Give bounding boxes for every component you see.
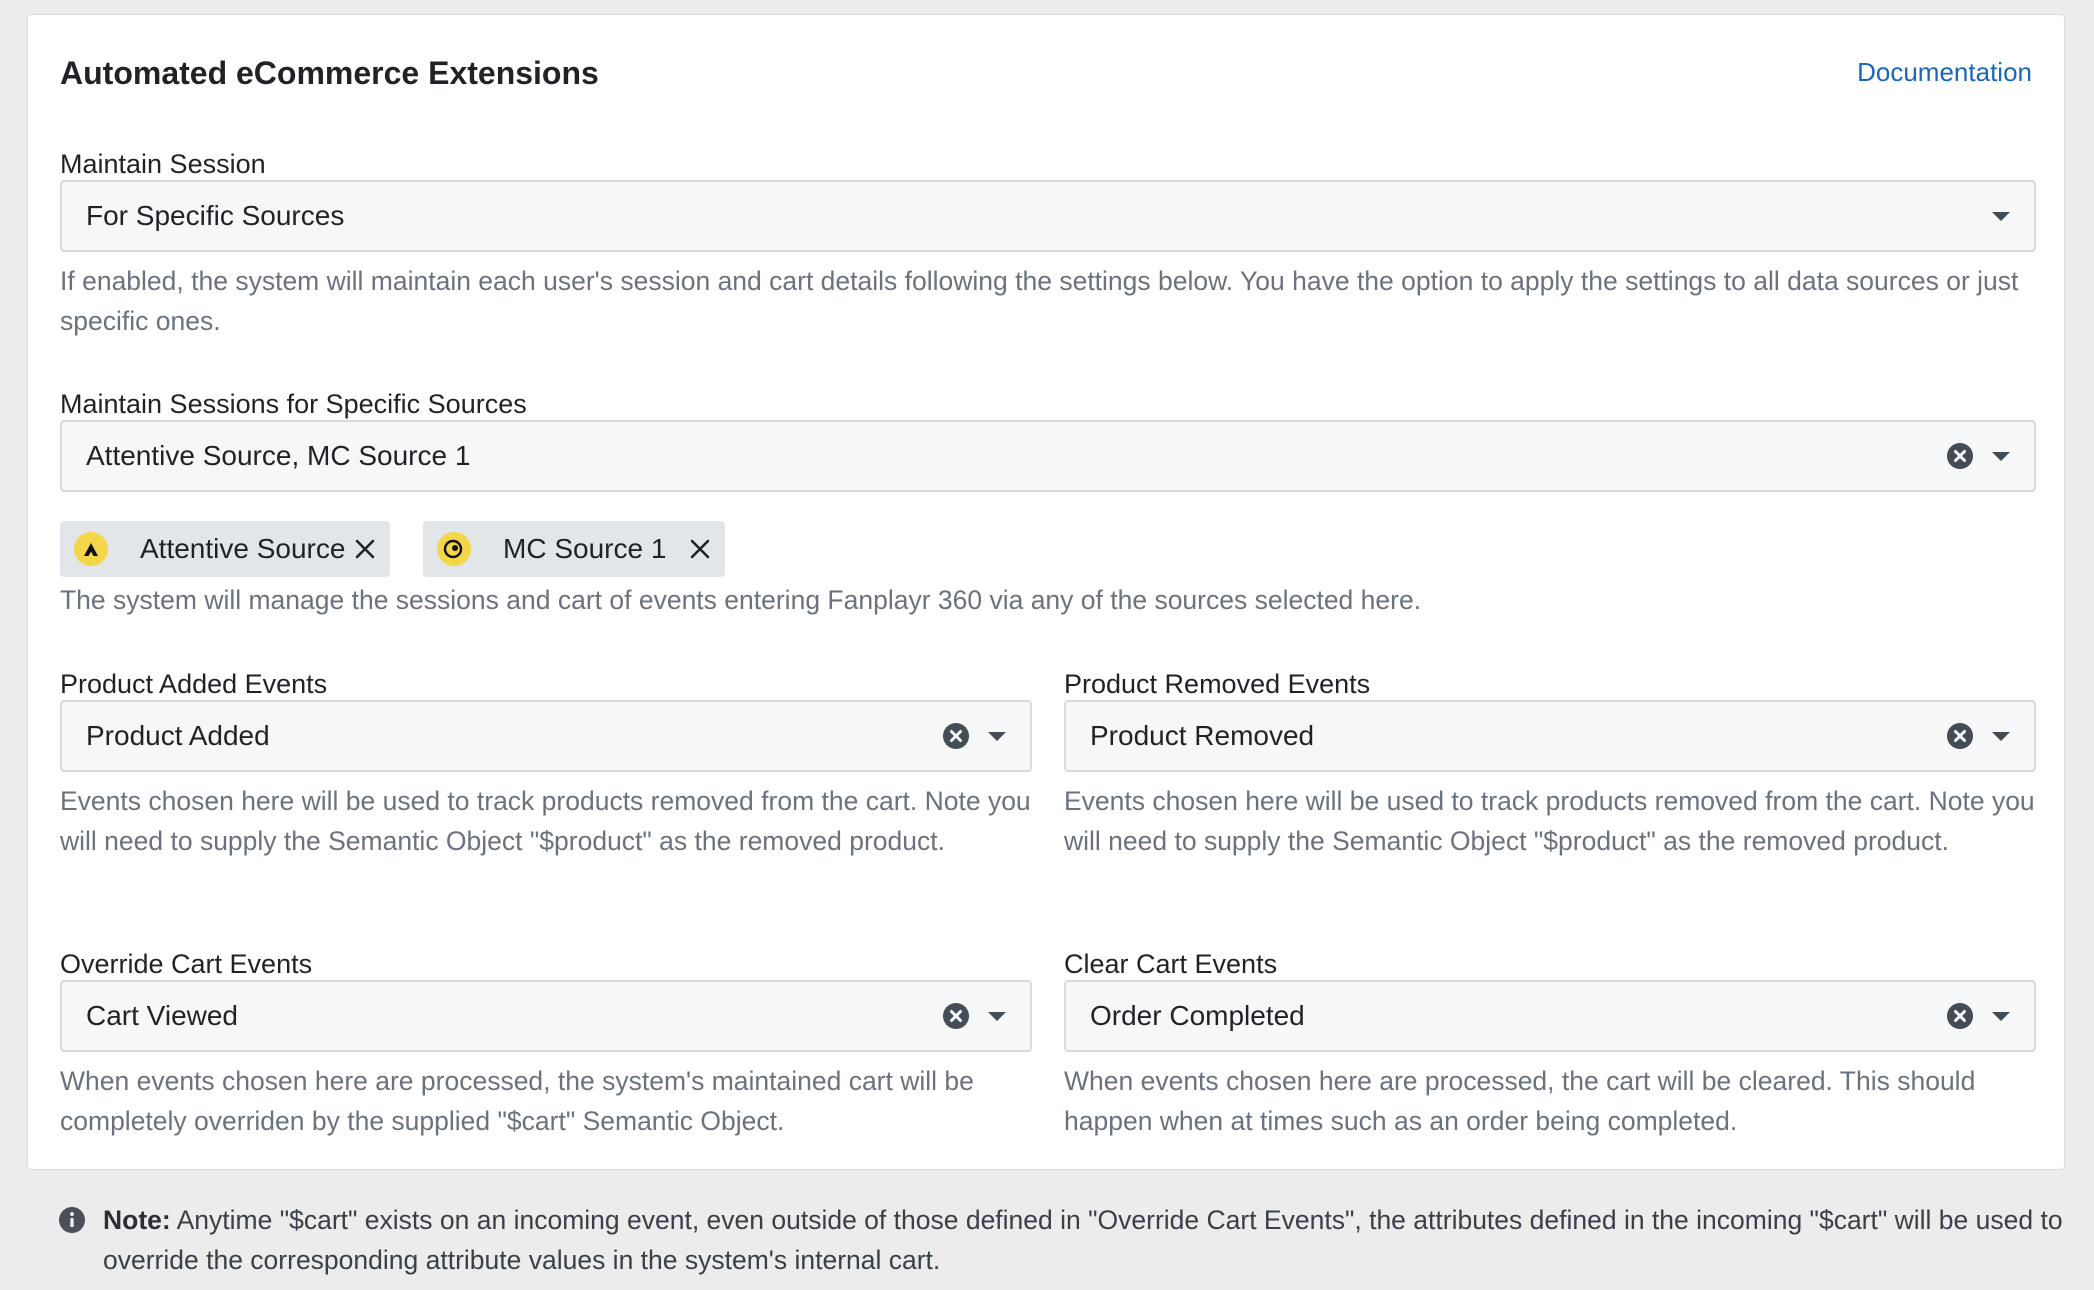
product-removed-help: Events chosen here will be used to track products removed from the cart. Note you will need to supply the Semantic Object "$product" as the removed product. bbox=[1064, 786, 2035, 856]
specific-sources-help: The system will manage the sessions and cart of events entering Fanplayr 360 via any of the sources selected here. bbox=[60, 585, 1422, 615]
product-added-label: Product Added Events bbox=[60, 669, 328, 699]
chip-label: MC Source 1 bbox=[503, 533, 667, 564]
override-cart-help: When events chosen here are processed, the system's maintained cart will be completely overriden by the supplied "$cart" Semantic Object. bbox=[60, 1066, 974, 1136]
documentation-link[interactable]: Documentation bbox=[1857, 57, 2032, 87]
note-text bbox=[103, 1200, 2088, 1280]
info-icon bbox=[58, 1206, 86, 1234]
chevron-down-icon bbox=[1992, 732, 2010, 741]
specific-sources-value: Attentive Source, MC Source 1 bbox=[86, 440, 471, 471]
product-removed-label: Product Removed Events bbox=[1064, 669, 1371, 699]
clear-selection-icon[interactable] bbox=[1946, 442, 1974, 470]
clear-selection-icon[interactable] bbox=[1946, 1002, 1974, 1030]
card-title: Automated eCommerce Extensions bbox=[60, 55, 599, 91]
maintain-session-select[interactable] bbox=[60, 180, 2036, 252]
maintain-session-help: If enabled, the system will maintain each user's session and cart details following the settings below. You have the option to apply the settings to all data sources or just specific ones. bbox=[60, 266, 2019, 336]
clear-selection-icon[interactable] bbox=[1946, 722, 1974, 750]
product-added-help: Events chosen here will be used to track products removed from the cart. Note you will need to supply the Semantic Object "$product" as the removed product. bbox=[60, 786, 1031, 856]
override-cart-value: Cart Viewed bbox=[86, 1000, 239, 1031]
specific-sources-select[interactable] bbox=[60, 420, 2036, 492]
maintain-session-value: For Specific Sources bbox=[86, 200, 345, 231]
specific-sources-label: Maintain Sessions for Specific Sources bbox=[60, 389, 527, 419]
clear-selection-icon[interactable] bbox=[942, 722, 970, 750]
clear-cart-help: When events chosen here are processed, the cart will be cleared. This should happen when at times such as an order being completed. bbox=[1064, 1066, 1976, 1136]
source-chip-attentive bbox=[60, 521, 390, 577]
maintain-session-label: Maintain Session bbox=[60, 149, 266, 179]
chevron-down-icon bbox=[1992, 452, 2010, 461]
product-removed-value: Product Removed bbox=[1090, 720, 1315, 751]
product-added-value: Product Added bbox=[86, 720, 270, 751]
clear-cart-label: Clear Cart Events bbox=[1064, 949, 1278, 979]
override-cart-select[interactable] bbox=[60, 980, 1032, 1052]
remove-chip-icon[interactable] bbox=[352, 536, 378, 562]
attentive-logo-icon bbox=[74, 532, 108, 566]
product-added-select[interactable] bbox=[60, 700, 1032, 772]
chevron-down-icon bbox=[988, 1012, 1006, 1021]
clear-cart-value: Order Completed bbox=[1090, 1000, 1305, 1031]
chevron-down-icon bbox=[988, 732, 1006, 741]
settings-card bbox=[27, 14, 2065, 1170]
clear-cart-select[interactable] bbox=[1064, 980, 2036, 1052]
note-prefix: Note: bbox=[103, 1205, 171, 1235]
note-body: Anytime "$cart" exists on an incoming event, even outside of those defined in "Override Cart Events", the attributes defined in the incoming "$cart" will be used to override the corresponding attribute values in the system's internal cart. bbox=[103, 1205, 2063, 1275]
override-cart-label: Override Cart Events bbox=[60, 949, 313, 979]
chevron-down-icon bbox=[1992, 1012, 2010, 1021]
chip-label: Attentive Source bbox=[140, 533, 346, 564]
mailchimp-logo-icon bbox=[437, 532, 471, 566]
remove-chip-icon[interactable] bbox=[687, 536, 713, 562]
source-chip-mc-source-1 bbox=[423, 521, 725, 577]
chevron-down-icon bbox=[1992, 212, 2010, 221]
clear-selection-icon[interactable] bbox=[942, 1002, 970, 1030]
product-removed-select[interactable] bbox=[1064, 700, 2036, 772]
